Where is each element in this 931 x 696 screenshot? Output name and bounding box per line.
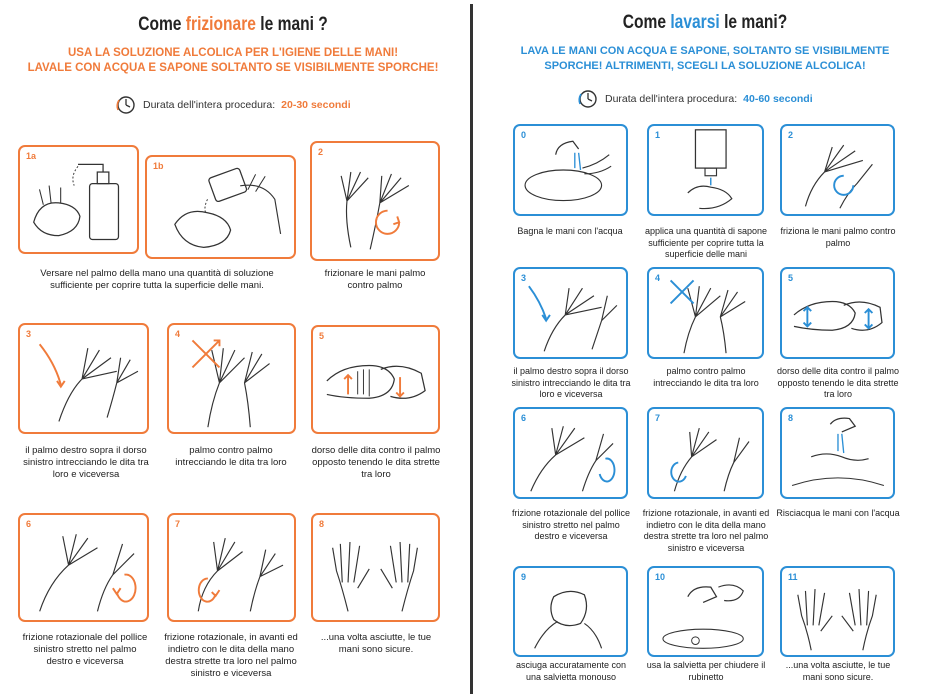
step-number: 7 (655, 413, 661, 423)
left-step-1a-card (18, 145, 139, 254)
step-number: 4 (175, 329, 181, 339)
interlaced-fingers-icon (649, 269, 762, 357)
interlaced-fingers-icon (169, 325, 294, 432)
right-step-7-card (647, 407, 764, 499)
left-subtitle-2: LAVALE CON ACQUA E SAPONE SOLTANTO SE VISIBILMENTE SPORCHE! (27, 62, 439, 74)
thumb-rotation-icon (515, 409, 626, 497)
right-step-0-card (513, 124, 628, 216)
clean-hands-icon (782, 568, 893, 655)
back-of-fingers-icon (782, 269, 893, 357)
left-title (42, 14, 424, 36)
left-step-3-caption: il palmo destro sopra il dorso sinistro intrecciando le dita tra loro e viceversa (23, 445, 149, 480)
right-step-9-caption: asciuga accuratamente con una salvietta monouso (515, 660, 627, 682)
back-of-fingers-icon (313, 327, 438, 432)
left-step-4-card (167, 323, 296, 434)
step-number: 6 (521, 413, 527, 423)
right-title-pre: Come (622, 12, 671, 33)
right-step-11-caption: ...una volta asciutte, le tue mani sono sicure. (785, 660, 891, 682)
right-duration-label: Durata dell'intera procedura: (605, 93, 738, 105)
thumb-rotation-icon (20, 515, 147, 620)
right-duration-value: 40-60 secondi (743, 93, 813, 105)
step-number: 3 (521, 273, 527, 283)
right-step-0-caption: Bagna le mani con l'acqua (517, 226, 623, 236)
right-step-2-caption: friziona le mani palmo contro palmo (780, 226, 896, 248)
step-number: 8 (788, 413, 794, 423)
left-title-post: le mani ? (255, 14, 328, 35)
pour-sanitizer-icon (147, 157, 294, 257)
right-subtitle-2: SPORCHE! ALTRIMENTI, SCEGLI LA SOLUZIONE ALCOLICA! (544, 60, 866, 72)
step-number: 9 (521, 572, 527, 582)
step-number: 1b (153, 161, 164, 171)
right-step-3-caption: il palmo destro sopra il dorso sinistro intrecciando le dita tra loro e viceversa (511, 366, 631, 399)
step-number: 5 (319, 331, 325, 341)
right-duration (577, 88, 813, 110)
step-number: 7 (175, 519, 181, 529)
fingertips-rotation-icon (169, 515, 294, 620)
right-subtitle-1: LAVA LE MANI CON ACQUA E SAPONE, SOLTANTO SE VISIBILMENTE (520, 45, 890, 57)
left-subtitle-1: USA LA SOLUZIONE ALCOLICA PER L'IGIENE DELLE MANI! (67, 47, 399, 59)
left-duration (115, 94, 351, 116)
left-step-8-card (311, 513, 440, 622)
step-number: 4 (655, 273, 661, 283)
left-step-2-caption: frizionare le mani palmo contro palmo (324, 268, 426, 291)
left-step-7-card (167, 513, 296, 622)
left-step-3-card (18, 323, 149, 434)
right-step-3-card (513, 267, 628, 359)
left-step-5-caption: dorso delle dita contro il palmo opposto tenendo le dita strette tra loro (311, 445, 441, 480)
left-step-8-caption: ...una volta asciutte, le tue mani sono sicure. (320, 632, 432, 655)
clock-icon (577, 88, 599, 110)
step-number: 3 (26, 329, 32, 339)
left-step-6-caption: frizione rotazionale del pollice sinistro stretto nel palmo destro e viceversa (22, 632, 148, 667)
right-step-5-caption: dorso delle dita contro il palmo opposto tenendo le dita strette tra loro (776, 366, 900, 399)
left-step-7-caption: frizione rotazionale, in avanti ed indietro con le dita della mano destra strette tra loro nel palmo sinistro e viceversa (164, 632, 298, 679)
step-number: 8 (319, 519, 325, 529)
step-number: 1a (26, 151, 37, 161)
left-duration-value: 20-30 secondi (281, 99, 351, 111)
clock-icon (115, 94, 137, 116)
right-step-1-card (647, 124, 764, 216)
left-step-1b-card (145, 155, 296, 259)
left-step-4-caption: palmo contro palmo intrecciando le dita tra loro (175, 445, 287, 468)
step-number: 10 (655, 572, 666, 582)
paper-towel-icon (515, 568, 626, 655)
left-step-1-caption: Versare nel palmo della mano una quantità di soluzione sufficiente per coprire tutta la superficie delle mani. (40, 268, 274, 291)
step-number: 0 (521, 130, 527, 140)
right-title (520, 12, 891, 34)
left-step-5-card (311, 325, 440, 434)
right-step-11-card (780, 566, 895, 657)
right-step-10-card (647, 566, 764, 657)
palm-over-back-icon (20, 325, 147, 432)
left-step-2-card (310, 141, 440, 261)
step-number: 6 (26, 519, 32, 529)
step-number: 1 (655, 130, 661, 140)
right-step-10-caption: usa la salvietta per chiudere il rubinetto (646, 660, 766, 682)
right-title-post: le mani? (719, 12, 788, 33)
rinse-hands-icon (782, 409, 893, 497)
step-number: 11 (788, 572, 798, 582)
left-title-highlight: frizionare (185, 14, 256, 35)
right-panel-wash-hands (479, 0, 931, 696)
palm-to-palm-icon (312, 143, 438, 259)
clean-hands-icon (313, 515, 438, 620)
right-step-9-card (513, 566, 628, 657)
soap-dispenser-icon (649, 126, 762, 214)
right-step-6-card (513, 407, 628, 499)
palm-over-back-icon (515, 269, 626, 357)
right-step-2-card (780, 124, 895, 216)
right-step-4-card (647, 267, 764, 359)
right-step-7-caption: frizione rotazionale, in avanti ed indietro con le dita della mano destra strette tra loro nel palmo sinistro e viceversa (642, 508, 770, 553)
sanitizer-bottle-icon (20, 147, 137, 252)
step-number: 5 (788, 273, 794, 283)
right-step-4-caption: palmo contro palmo intrecciando le dita tra loro (653, 366, 759, 388)
left-duration-label: Durata dell'intera procedura: (143, 99, 276, 111)
right-step-6-caption: frizione rotazionale del pollice sinistro stretto nel palmo destro e viceversa (511, 508, 631, 541)
right-title-highlight: lavarsi (670, 12, 720, 33)
panel-divider (470, 4, 473, 694)
right-step-8-caption: Risciacqua le mani con l'acqua (776, 508, 900, 518)
close-tap-icon (649, 568, 762, 655)
left-step-6-card (18, 513, 149, 622)
left-title-pre: Come (138, 14, 186, 35)
right-step-8-card (780, 407, 895, 499)
palm-to-palm-icon (782, 126, 893, 214)
fingertips-rotation-icon (649, 409, 762, 497)
wet-hands-icon (515, 126, 626, 214)
right-step-5-card (780, 267, 895, 359)
step-number: 2 (788, 130, 794, 140)
right-step-1-caption: applica una quantità di sapone sufficiente per coprire tutta la superficie delle mani (644, 226, 768, 259)
step-number: 2 (318, 147, 324, 157)
